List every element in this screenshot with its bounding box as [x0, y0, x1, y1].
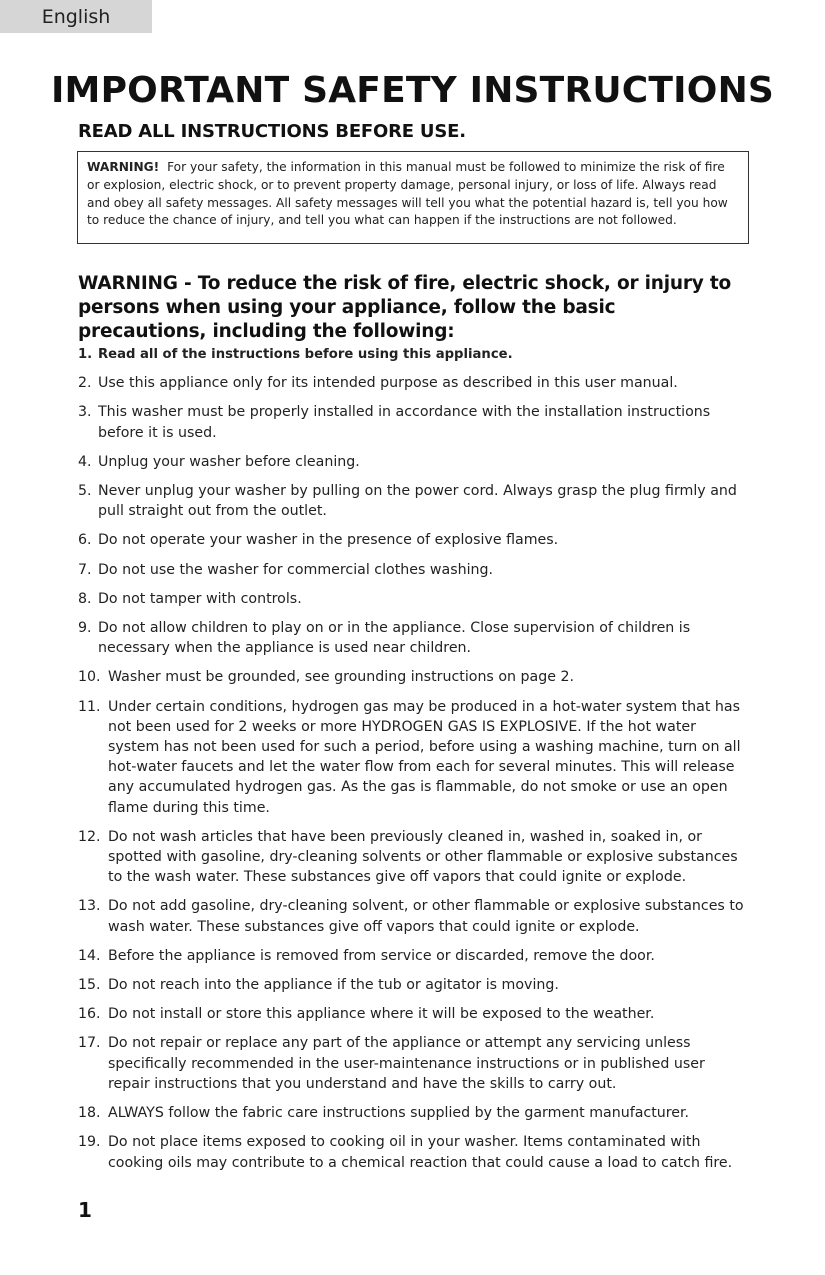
language-tab: English: [0, 0, 152, 33]
item-text: Under certain conditions, hydrogen gas may be produced in a hot-water system that has not been used for 2 weeks or more HYDROGEN GAS IS EXPLOSIVE. If the hot water system has not been used for such a period, before using a washing machine, turn on all hot-water faucets and let the water flow from each for several minutes. This will release any accumulated hydrogen gas. As the gas is flammable, do not smoke or use an open flame during this time.: [108, 698, 741, 816]
item-text: Washer must be grounded, see grounding instructions on page 2.: [108, 669, 574, 686]
item-text: Do not tamper with controls.: [98, 590, 302, 607]
list-item: [78, 1132, 750, 1172]
item-number: 9.: [78, 620, 92, 637]
item-number: 10.: [78, 669, 101, 686]
list-item: [78, 975, 750, 995]
item-text: Do not wash articles that have been previously cleaned in, washed in, soaked in, or spotted with gasoline, dry-cleaning solvents or other flammable or explosive substances to the wash water. These substances give off vapors that could ignite or explode.: [108, 828, 738, 886]
list-item: [78, 373, 750, 393]
item-number: 7.: [78, 561, 92, 578]
list-item: [78, 589, 750, 609]
list-item: [78, 618, 750, 658]
item-number: 2.: [78, 375, 92, 392]
warning-text: For your safety, the information in this manual must be followed to minimize the risk of fire or explosion, electric shock, or to prevent property damage, personal injury, or loss of life. Always read and obey all safety messages. All safety messages will tell you what the potential hazard is, tell you how to reduce the chance of injury, and tell you what can happen if the instructions are not followed.: [87, 160, 728, 228]
page-title: IMPORTANT SAFETY INSTRUCTIONS: [50, 70, 775, 111]
item-text: Never unplug your washer by pulling on the power cord. Always grasp the plug firmly and pull straight out from the outlet.: [98, 483, 737, 520]
list-item: [78, 1033, 750, 1094]
item-text: Do not reach into the appliance if the tub or agitator is moving.: [108, 977, 559, 994]
item-number: 15.: [78, 977, 101, 994]
item-number: 4.: [78, 453, 92, 470]
read-instructions-subtitle: READ ALL INSTRUCTIONS BEFORE USE.: [78, 121, 466, 142]
list-item: [78, 530, 750, 550]
instruction-list: [78, 345, 750, 1182]
list-item: [78, 1004, 750, 1024]
list-item: [78, 452, 750, 472]
item-text: Do not use the washer for commercial clothes washing.: [98, 561, 494, 578]
list-item: [78, 946, 750, 966]
warning-label: WARNING!: [87, 160, 160, 174]
item-text: Before the appliance is removed from service or discarded, remove the door.: [108, 947, 655, 964]
item-number: 18.: [78, 1105, 101, 1122]
item-number: 13.: [78, 898, 101, 915]
item-number: 12.: [78, 828, 101, 845]
item-number: 5.: [78, 483, 92, 500]
item-text: Do not install or store this appliance where it will be exposed to the weather.: [108, 1006, 655, 1023]
item-text: Unplug your washer before cleaning.: [98, 453, 360, 470]
item-number: 19.: [78, 1134, 101, 1151]
item-text: Do not allow children to play on or in the appliance. Close supervision of children is necessary when the appliance is used near children.: [98, 620, 691, 657]
item-text: Do not place items exposed to cooking oil in your washer. Items contaminated with cooking oils may contribute to a chemical reaction that could cause a load to catch fire.: [108, 1134, 733, 1171]
item-text: Use this appliance only for its intended purpose as described in this user manual.: [98, 375, 678, 392]
item-number: 17.: [78, 1035, 101, 1052]
list-item: [78, 402, 750, 442]
item-text: ALWAYS follow the fabric care instructions supplied by the garment manufacturer.: [108, 1105, 690, 1122]
list-item: [78, 667, 750, 687]
item-number: 16.: [78, 1006, 101, 1023]
item-number: 3.: [78, 404, 92, 421]
list-item: [78, 827, 750, 888]
page-number: 1: [78, 1198, 92, 1222]
item-text: Do not operate your washer in the presence of explosive flames.: [98, 532, 559, 549]
warning-box: [77, 151, 749, 244]
list-item: [78, 697, 750, 818]
item-text: Do not add gasoline, dry-cleaning solvent, or other flammable or explosive substances to wash water. These substances give off vapors that could ignite or explode.: [108, 898, 744, 935]
item-text: This washer must be properly installed in accordance with the installation instructions before it is used.: [98, 404, 711, 441]
list-item: [78, 896, 750, 936]
precaution-heading: WARNING - To reduce the risk of fire, electric shock, or injury to persons when using your appliance, follow the basic precautions, including the following:: [78, 273, 732, 342]
item-number: 11.: [78, 698, 101, 715]
item-number: 14.: [78, 947, 101, 964]
list-item: [78, 1103, 750, 1123]
item-text: Do not repair or replace any part of the appliance or attempt any servicing unless specifically recommended in the user-maintenance instructions or in published user repair instructions that you understand and have the skills to carry out.: [108, 1035, 705, 1092]
item-number: 6.: [78, 532, 92, 549]
item-number: 8.: [78, 590, 92, 607]
list-item: [78, 560, 750, 580]
item-number: 1.: [78, 347, 93, 362]
list-item: [78, 481, 750, 521]
item-text: Read all of the instructions before using this appliance.: [98, 347, 513, 362]
list-item: [78, 345, 750, 365]
